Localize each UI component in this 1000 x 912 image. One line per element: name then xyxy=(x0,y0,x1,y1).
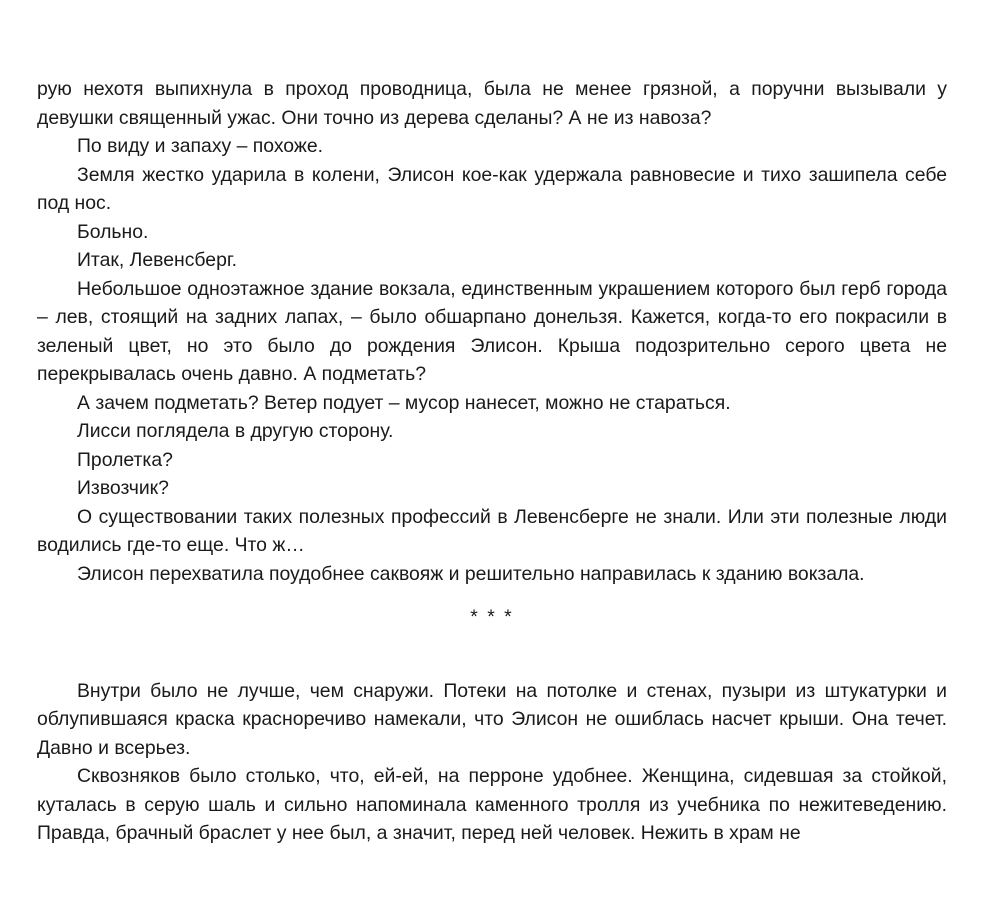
paragraph: Небольшое одноэтажное здание вокзала, единственным украшением которого был герб города – лев, стоящий на задних лапах, – было обшарпано донельзя. Кажется, когда-то его покрасили в зеленый цвет, но это было до рождения Элисон. Крыша подозрительно серого цвета не перекрывалась очень давно. А подметать? xyxy=(37,277,947,385)
paragraph: Пролетка? xyxy=(77,448,173,471)
paragraph: Больно. xyxy=(77,220,149,243)
paragraph: Сквозняков было столько, что, ей-ей, на перроне удобнее. Женщина, сидевшая за стойкой, куталась в серую шаль и сильно напоминала каменного тролля из учебника по нежитеведению. Правда, брачный браслет у нее был, а значит, перед ней человек. Нежить в храм не xyxy=(37,765,947,844)
paragraph: Извозчик? xyxy=(77,477,169,499)
section-separator: * * * xyxy=(470,606,514,628)
paragraph: Элисон перехватила поудобнее саквояж и решительно направилась к зданию вокзала. xyxy=(77,562,865,585)
paragraph: Итак, Левенсберг. xyxy=(77,249,237,271)
paragraph: Внутри было не лучше, чем снаружи. Потеки на потолке и стенах, пузыри из штукатурки и облупившаяся краска красноречиво намекали, что Элисон не ошиблась насчет крыши. Она течет. Давно и всерьез. xyxy=(37,679,947,759)
document-page xyxy=(37,75,947,848)
paragraph: По виду и запаху – похоже. xyxy=(77,135,324,157)
paragraph: О существовании таких полезных профессий в Левенсберге не знали. Или эти полезные люди водились где-то еще. Что ж… xyxy=(37,505,947,556)
paragraph-continuation: рую нехотя выпихнула в проход проводница, была не менее грязной, а поручни вызывали у девушки священный ужас. Они точно из дерева сделаны? А не из навоза? xyxy=(37,78,947,129)
paragraph: А зачем подметать? Ветер подует – мусор нанесет, можно не стараться. xyxy=(77,391,731,414)
paragraph: Лисси поглядела в другую сторону. xyxy=(77,420,394,442)
paragraph: Земля жестко ударила в колени, Элисон кое-как удержала равновесие и тихо зашипела себе под нос. xyxy=(37,163,947,214)
